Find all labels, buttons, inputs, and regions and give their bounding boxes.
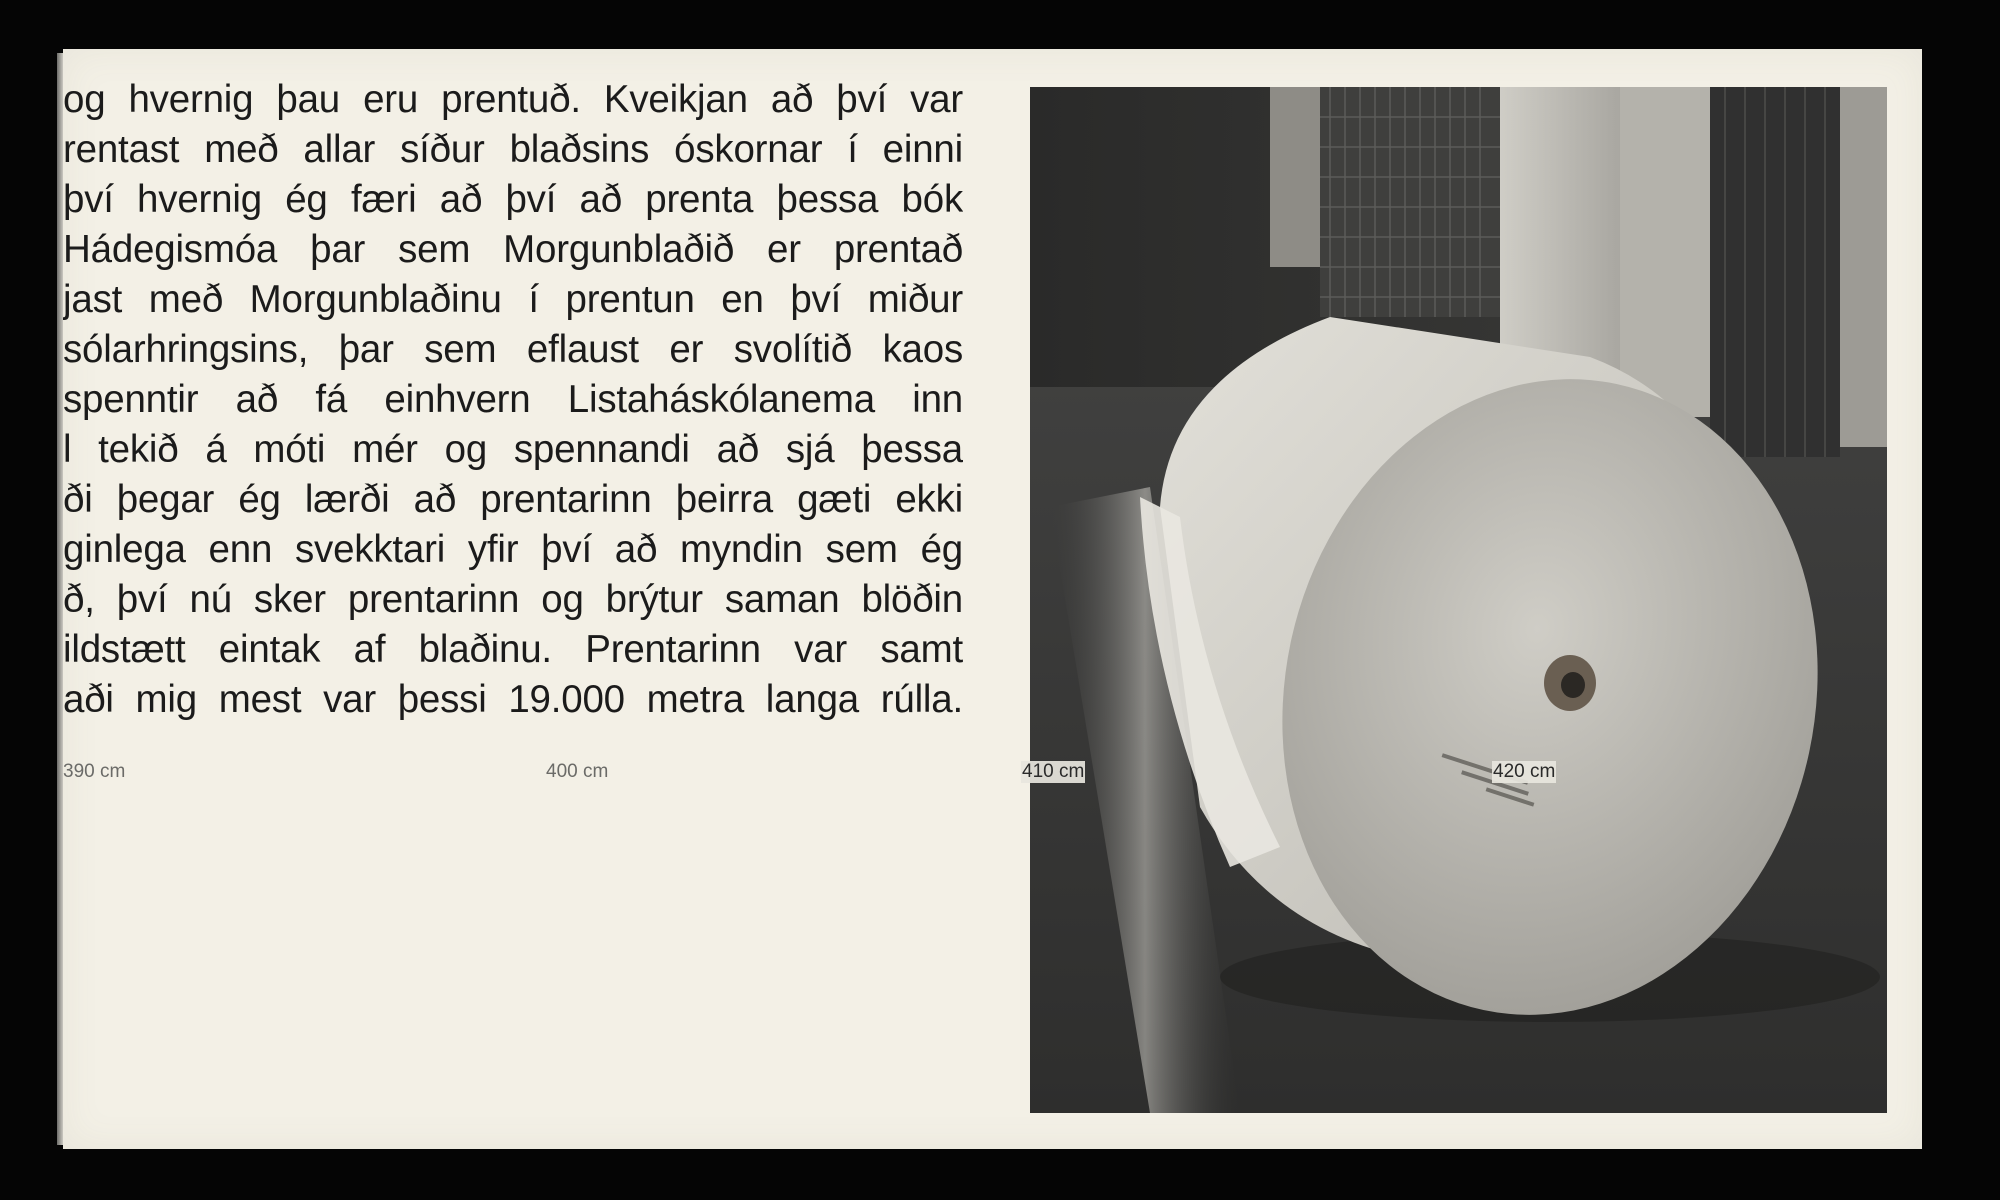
paper-roll-icon xyxy=(1030,87,1887,1113)
ruler-label-410: 410 cm xyxy=(1022,761,1085,782)
ruler-label-390: 390 cm xyxy=(63,761,126,782)
text-line: ildstætt eintak af blaðinu. Prentarinn var samt xyxy=(63,628,963,671)
text-line: ð, því nú sker prentarinn og brýtur saman blöðin xyxy=(63,578,963,621)
text-line: og hvernig þau eru prentuð. Kveikjan að því var xyxy=(63,78,963,121)
text-line: sólarhringsins, þar sem eflaust er svolítið kaos xyxy=(63,328,963,371)
text-line: rentast með allar síður blaðsins óskornar í einni xyxy=(63,128,963,171)
ruler-label-420: 420 cm xyxy=(1493,761,1556,782)
text-line: spenntir að fá einhvern Listaháskólanema inn xyxy=(63,378,963,421)
ruler-label-400: 400 cm xyxy=(546,761,609,782)
text-line: ði þegar ég lærði að prentarinn þeirra gæti ekki xyxy=(63,478,963,521)
text-line: jast með Morgunblaðinu í prentun en því miður xyxy=(63,278,963,321)
text-line: ginlega enn svekktari yfir því að myndin sem ég xyxy=(63,528,963,571)
book-page xyxy=(63,49,1922,1149)
text-line: l tekið á móti mér og spennandi að sjá þessa xyxy=(63,428,963,471)
body-text xyxy=(63,75,963,725)
paper-roll-photo xyxy=(1030,87,1887,1113)
text-line: því hvernig ég færi að því að prenta þessa bók xyxy=(63,178,963,221)
text-line: Hádegismóa þar sem Morgunblaðið er prentað xyxy=(63,228,963,271)
text-line: aði mig mest var þessi 19.000 metra langa rúlla. xyxy=(63,678,963,721)
